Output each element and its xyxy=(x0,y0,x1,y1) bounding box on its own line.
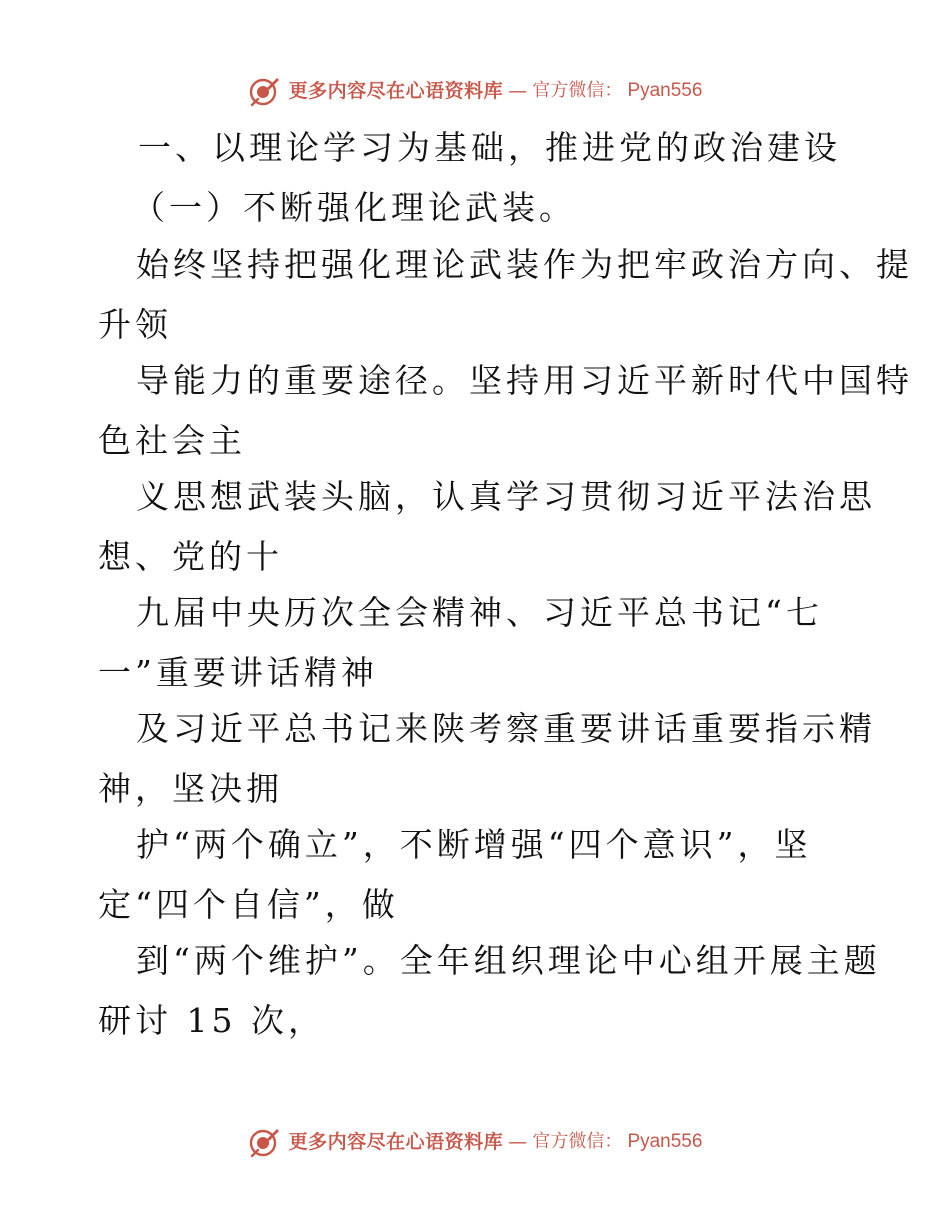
watermark-separator: — xyxy=(508,79,528,102)
paragraph-line: 始终坚持把强化理论武装作为把牢政治方向、提 xyxy=(136,245,913,284)
paragraph-line: 想、党的十 xyxy=(98,537,283,576)
pen-logo-icon xyxy=(248,75,280,107)
paragraph-line: 研讨 15 次， xyxy=(98,1001,325,1040)
paragraph-line: 及习近平总书记来陕考察重要讲话重要指示精 xyxy=(136,709,876,748)
paragraph-line: 导能力的重要途径。坚持用习近平新时代中国特 xyxy=(136,361,913,400)
watermark-separator: — xyxy=(508,1130,528,1153)
paragraph-line: 神，坚决拥 xyxy=(98,769,283,808)
paragraph-line: 九届中央历次全会精神、习近平总书记“七 xyxy=(136,593,823,632)
header-watermark xyxy=(0,74,950,106)
paragraph-line: 义思想武装头脑，认真学习贯彻习近平法治思 xyxy=(136,477,876,516)
paragraph-line: 色社会主 xyxy=(98,421,246,460)
pen-logo-icon xyxy=(248,1126,280,1158)
section-heading: 一、以理论学习为基础，推进党的政治建设 xyxy=(138,128,841,167)
paragraph-line: 护“两个确立”，不断增强“四个意识”，坚 xyxy=(136,825,812,864)
subsection-heading: （一）不断强化理论武装。 xyxy=(132,188,576,227)
watermark-contact-label: 官方微信： xyxy=(532,79,623,101)
paragraph-line: 到“两个维护”。全年组织理论中心组开展主题 xyxy=(136,941,881,980)
paragraph-line: 升领 xyxy=(98,305,172,344)
watermark-brand: 更多内容尽在心语资料库 xyxy=(288,1130,504,1153)
paragraph-line: 定“四个自信”，做 xyxy=(98,885,399,924)
paragraph-line: 一”重要讲话精神 xyxy=(98,653,378,692)
watermark-contact-id: Pyan556 xyxy=(627,1130,703,1152)
watermark-brand: 更多内容尽在心语资料库 xyxy=(288,79,504,102)
watermark-contact-label: 官方微信： xyxy=(532,1130,623,1152)
watermark-contact-id: Pyan556 xyxy=(627,79,703,101)
footer-watermark xyxy=(0,1125,950,1157)
